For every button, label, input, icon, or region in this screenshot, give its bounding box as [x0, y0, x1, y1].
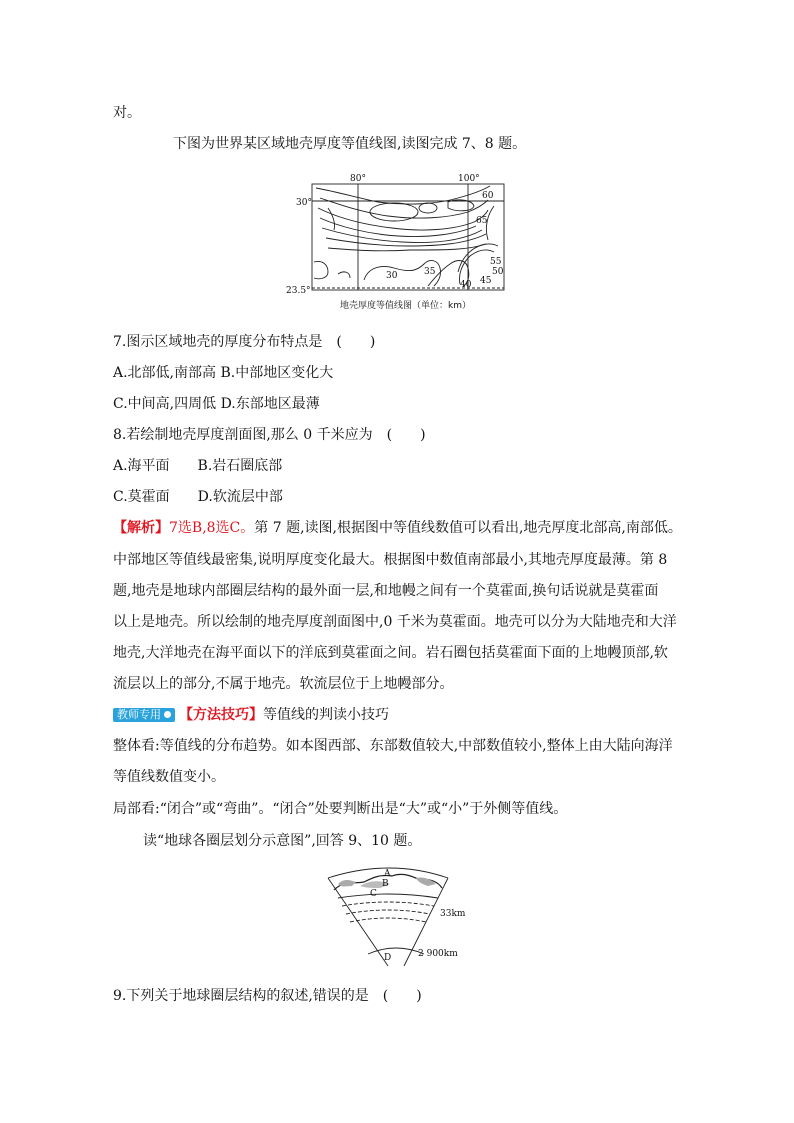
method-line-2: 等值线数值变小。 [113, 769, 225, 785]
question-7: 7.图示区域地壳的厚度分布特点是 ( ) [113, 334, 376, 350]
depth-2900km-label: 2 900km [418, 949, 458, 959]
answer-line-6: 流层以上的部分,不属于地壳。软流层位于上地幔部分。 [113, 676, 454, 692]
method-tag: 【方法技巧】 [179, 707, 263, 723]
layer-b-label: B [382, 879, 389, 889]
earth-layers-diagram [320, 862, 480, 974]
depth-33km-label: 33km [440, 909, 466, 919]
figure-1-caption: 地壳厚度等值线图（单位：km） [340, 301, 471, 311]
lat-23-5-label: 23.5° [286, 286, 311, 296]
layer-c-label: C [370, 889, 377, 899]
contour-50-label: 50 [492, 267, 504, 277]
contour-55-label: 55 [490, 257, 502, 267]
method-heading [113, 705, 389, 725]
paragraph-continuation: 对。 [113, 105, 141, 121]
analysis-tag: 【解析】 [113, 520, 169, 536]
contour-40-label: 40 [460, 280, 472, 290]
answer-line-1 [113, 518, 682, 538]
method-title: 等值线的判读小技巧 [263, 707, 389, 723]
lon-100-label: 100° [458, 174, 480, 184]
answer-line-4: 以上是地壳。所以绘制的地壳厚度剖面图中,0 千米为莫霍面。地壳可以分为大陆地壳和大洋 [113, 614, 677, 630]
layer-a-label: A [384, 869, 391, 879]
contour-45-label: 45 [480, 276, 492, 286]
question-7-options-ab: A.北部低,南部高 B.中部地区变化大 [113, 365, 334, 381]
answer-line-3: 题,地壳是地球内部圈层结构的最外面一层,和地幔之间有一个莫霍面,换句话说就是莫霍面 [113, 583, 659, 599]
question-8-options-ab: A.海平面 B.岩石圈底部 [113, 458, 283, 474]
lat-30-label: 30° [296, 198, 312, 208]
contour-65-label: 65 [476, 216, 488, 226]
answer-key: 7选B,8选C。 [169, 520, 255, 536]
layer-d-label: D [384, 953, 392, 963]
answer-text-1: 第 7 题,读图,根据图中等值线数值可以看出,地壳厚度北部高,南部低。 [254, 520, 682, 536]
answer-line-5: 地壳,大洋地壳在海平面以下的洋底到莫霍面之间。岩石圈包括莫霍面下面的上地幔顶部,软 [113, 645, 668, 661]
teacher-only-label: 教师专用 [117, 708, 161, 721]
method-line-1: 整体看:等值线的分布趋势。如本图西部、东部数值较大,中部数值较小,整体上由大陆向海洋 [113, 738, 673, 754]
question-8-options-cd: C.莫霍面 D.软流层中部 [113, 489, 283, 505]
badge-dot-icon [164, 711, 171, 718]
figure-2-intro: 读“地球各圈层划分示意图”,回答 9、10 题。 [143, 833, 422, 849]
question-7-options-cd: C.中间高,四周低 D.东部地区最薄 [113, 396, 320, 412]
contour-35-label: 35 [424, 267, 436, 277]
lon-80-label: 80° [350, 174, 366, 184]
contour-30-label: 30 [386, 271, 398, 281]
question-8: 8.若绘制地壳厚度剖面图,那么 0 千米应为 ( ) [113, 427, 426, 443]
contour-60-label: 60 [482, 191, 494, 201]
teacher-only-badge [113, 708, 175, 722]
figure-intro: 下图为世界某区域地壳厚度等值线图,读图完成 7、8 题。 [173, 136, 527, 152]
question-9: 9.下列关于地球圈层结构的叙述,错误的是 ( ) [113, 988, 422, 1004]
method-line-3: 局部看:“闭合”或“弯曲”。“闭合”处要判断出是“大”或“小”于外侧等值线。 [113, 801, 568, 817]
answer-line-2: 中部地区等值线最密集,说明厚度变化最大。根据图中数值南部最小,其地壳厚度最薄。第 8 [113, 552, 668, 568]
crust-thickness-contour-map [286, 168, 518, 313]
